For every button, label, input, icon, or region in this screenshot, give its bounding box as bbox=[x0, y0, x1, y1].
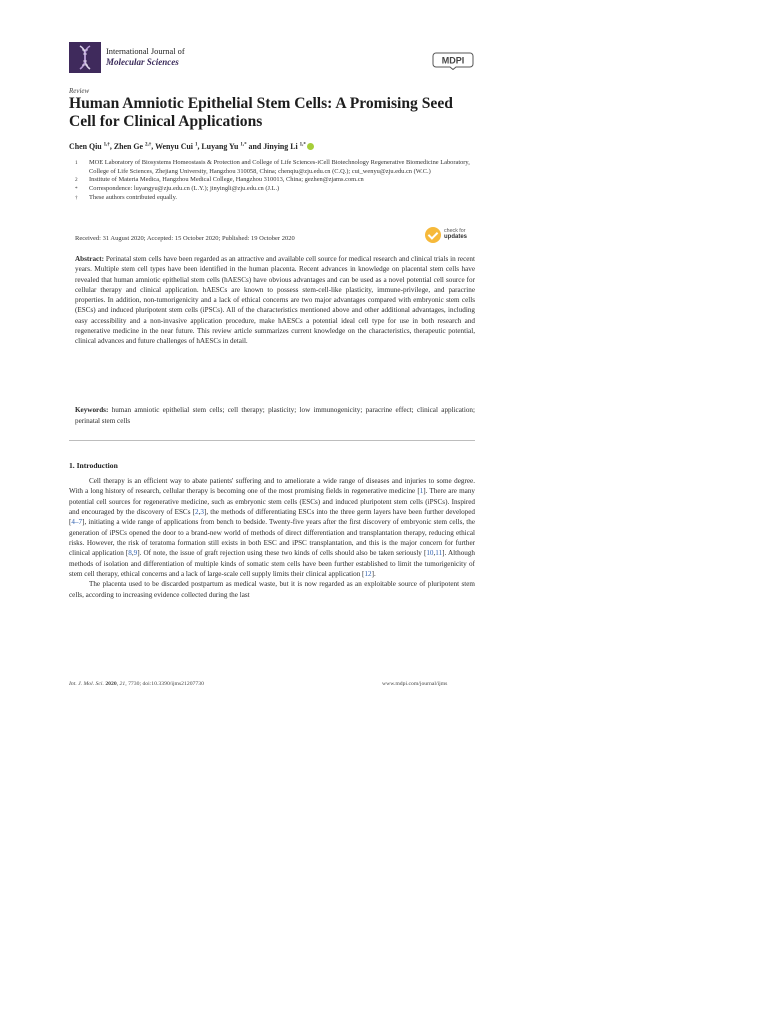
check-for-label: check for bbox=[444, 228, 466, 234]
article-type: Review bbox=[69, 87, 90, 95]
checkmark-icon bbox=[425, 227, 441, 243]
citation-link[interactable]: 11 bbox=[435, 549, 443, 558]
keywords-label: Keywords: bbox=[75, 406, 109, 414]
citation-link[interactable]: 3 bbox=[200, 508, 204, 517]
author-name: Luyang Yu bbox=[201, 142, 241, 151]
mdpi-logo bbox=[432, 51, 474, 70]
citation-link[interactable]: 4–7 bbox=[71, 518, 83, 527]
check-for-updates-badge[interactable] bbox=[425, 226, 477, 246]
keywords-text: human amniotic epithelial stem cells; cell therapy; plasticity; low immunogenicity; paracrine effect; clinical application; perinatal stem cells bbox=[75, 406, 475, 425]
citation-link[interactable]: 1 bbox=[419, 487, 424, 496]
author-affiliation-mark: 1,† bbox=[103, 142, 110, 148]
author-name: Wenyu Cui bbox=[155, 142, 195, 151]
publication-dates: Received: 31 August 2020; Accepted: 15 October 2020; Published: 19 October 2020 bbox=[75, 235, 295, 242]
paragraph-text: , bbox=[131, 549, 134, 558]
updates-label: updates bbox=[444, 234, 468, 241]
footer-doi: , 7730; doi:10.3390/ijms21207730 bbox=[125, 681, 204, 687]
keywords bbox=[75, 405, 475, 427]
paragraph-2: The placenta used to be discarded postpartum as medical waste, but it is now regarded as an exploitable source of pluripotent stem cells, according to increasing evidence collected during the last bbox=[69, 580, 475, 599]
affiliation-text: Institute of Materia Medica, Hangzhou Medical College, Hangzhou 310013, China; gezhen@zjams.com.cn bbox=[89, 176, 364, 184]
paragraph-text: , bbox=[198, 508, 201, 517]
paragraph-text: , bbox=[433, 549, 436, 558]
citation-link[interactable]: 10 bbox=[426, 549, 434, 558]
citation-footer: Int. J. Mol. Sci. 2020, 21, 7730; doi:10.3390/ijms21207730 bbox=[69, 681, 204, 687]
citation-link[interactable]: 2 bbox=[194, 508, 199, 517]
citation-link[interactable]: 8 bbox=[128, 549, 132, 558]
author-affiliation-mark: 1 bbox=[194, 142, 198, 148]
paragraph-text: ]. Of note, the issue of graft rejection using these two kinds of cells should also be taken seriously [ bbox=[137, 549, 427, 558]
affiliation-text: These authors contributed equally. bbox=[89, 193, 177, 201]
affiliation-item bbox=[75, 176, 475, 185]
affiliation-mark: 2 bbox=[75, 177, 78, 184]
paragraph-1 bbox=[69, 476, 475, 579]
journal-name-line1: International Journal of bbox=[106, 47, 185, 56]
affiliation-mark: * bbox=[75, 186, 78, 193]
affiliations bbox=[75, 159, 475, 203]
journal-abbrev: Int. J. Mol. Sci. bbox=[69, 681, 104, 687]
journal-name bbox=[106, 47, 185, 67]
paragraph-text: ]. There are many potential cell sources for regenerative medicine, such as embryonic stem cells (ESCs) and induced pluripotent stem cells (iPSCs). Inspired and encouraged by the discovery of ESCs [ bbox=[69, 487, 475, 517]
author-name: Zhen Ge bbox=[113, 142, 145, 151]
affiliation-text: MOE Laboratory of Biosystems Homeostasis & Protection and College of Life Sciences-iCell Biotechnology Regenerative Biomedicine Laboratory, College of Life Sciences, Zhejiang University, Hangzhou 310058, China; chenqiu@zju.edu.cn (C.Q.); cui_wenyu@zju.edu.cn (W.C.) bbox=[89, 159, 470, 175]
abstract bbox=[75, 254, 475, 347]
abstract-text: Perinatal stem cells have been regarded as an attractive and available cell source for medical research and clinical trials in recent years. Multiple stem cell types have been identified in the human placenta. Recent advances in knowledge on placental stem cells have revealed that human amniotic epithelial stem cells (hAESCs) have obvious advantages and can be used as a novel potential cell source for cellular therapy and clinical application. hAESCs are known to possess stem-cell-like plasticity, immune-privilege, and paracrine properties. In addition, non-tumorigenicity and a lack of ethical concerns are two major advantages compared with embryonic stem cells (ESCs) and induced pluripotent stem cells (iPSCs). All of the characteristics mentioned above and other additional advantages, including easy accessibility and a non-invasive application procedure, make hAESCs a potential ideal cell type for use in both research and regenerative medicine in the near future. This review article summarizes current knowledge on the characteristics, therapeutic potential, clinical advances and future challenges of hAESCs in detail. bbox=[75, 255, 475, 346]
orcid-icon[interactable] bbox=[307, 143, 314, 150]
author-affiliation-mark: 2,† bbox=[145, 142, 152, 148]
affiliation-mark: † bbox=[75, 194, 78, 201]
section-heading: 1. Introduction bbox=[69, 461, 118, 470]
citation-link[interactable]: 9 bbox=[133, 549, 138, 558]
affiliation-text: Correspondence: luyangyu@zju.edu.cn (L.Y.); jinyingli@zju.edu.cn (J.L.) bbox=[89, 185, 280, 193]
dna-helix-icon bbox=[69, 42, 101, 73]
article-title: Human Amniotic Epithelial Stem Cells: A Promising Seed Cell for Clinical Applications bbox=[69, 95, 453, 130]
author-name: Chen Qiu bbox=[69, 142, 104, 151]
section-body bbox=[69, 476, 475, 600]
author-list: Chen Qiu $^{1,\dagger}$, Zhen Ge $^{2,\dagger}$, Wenyu Cui $^1$, Luyang Yu $^{1,*}$ and Jinying Li $^{1,*}$ bbox=[69, 142, 314, 151]
paragraph-text: Cell therapy is an efficient way to abate patients' suffering and to ameliorate a wide range of diseases and injuries to some degree. With a long history of research, cellular therapy is becoming one of the most promising fields in regenerative medicine [ bbox=[69, 477, 475, 496]
author-affiliation-mark: 1,* bbox=[240, 142, 247, 148]
divider bbox=[69, 440, 475, 441]
paragraph-text: ]. bbox=[371, 570, 376, 579]
author-name: Jinying Li bbox=[263, 142, 300, 151]
footer-volume: 21 bbox=[119, 681, 126, 687]
journal-name-line2: Molecular Sciences bbox=[106, 57, 179, 67]
mdpi-logo-text: MDPI bbox=[441, 55, 465, 66]
affiliation-item bbox=[75, 159, 475, 176]
journal-url[interactable]: www.mdpi.com/journal/ijms bbox=[382, 681, 448, 687]
author-affiliation-mark: 1,* bbox=[299, 142, 306, 148]
abstract-label: Abstract: bbox=[75, 255, 104, 263]
footer-year: 2020 bbox=[105, 681, 117, 687]
affiliation-item bbox=[75, 194, 475, 203]
affiliation-mark: 1 bbox=[75, 160, 78, 166]
paragraph-text: ], the methods of differentiating ESCs into the three germ layers have been further developed [ bbox=[69, 508, 475, 527]
paragraph-text: ], initiating a wide range of applications from bench to bedside. Twenty-five years after the first discovery of embryonic stem cells, the generation of iPSCs opened the door to a brand-new world of methods of direct differentiation and transplantation therapy, reducing ethical risks. However, the risk of teratoma formation still exists in both ESC and iPSC transplantation, and this is the major concern for further clinical application [ bbox=[69, 518, 475, 558]
citation-link[interactable]: 12 bbox=[364, 570, 372, 579]
affiliation-item bbox=[75, 185, 475, 194]
paragraph-text: ]. Although methods of isolation and differentiation of multiple kinds of somatic stem cells have been further established to limit the tumorigenicity of stem cell therapy, ethical concerns and a lack of large-scale cell supply limits their clinical application [ bbox=[69, 549, 476, 579]
